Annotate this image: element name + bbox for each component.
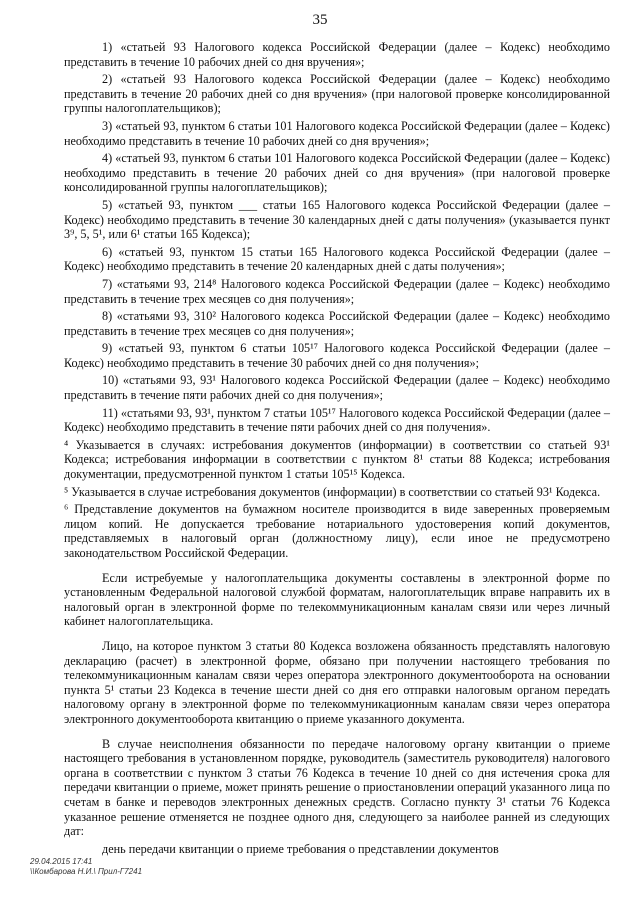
- document-footer: [30, 857, 142, 877]
- list-item: 11) «статьями 93, 93¹, пунктом 7 статьи 105¹⁷ Налогового кодекса Российской Федерации (далее – Кодекс) необходимо представить в течение пяти рабочих дней со дня получения».: [64, 405, 610, 435]
- list-item: 2) «статьей 93 Налогового кодекса Российской Федерации (далее – Кодекс) необходимо представить в течение 20 рабочих дней со дня вручения» (при налоговой проверке консолидированной группы налогоплательщиков);: [64, 72, 610, 116]
- document-body: [64, 40, 610, 859]
- list-item: 1) «статьей 93 Налогового кодекса Российской Федерации (далее – Кодекс) необходимо представить в течение 10 рабочих дней со дня вручения»;: [64, 40, 610, 69]
- list-item: 10) «статьями 93, 93¹ Налогового кодекса Российской Федерации (далее – Кодекс) необходимо представить в течение пяти рабочих дней со дня получения»;: [64, 373, 610, 403]
- list-item: 9) «статьей 93, пунктом 6 статьи 105¹⁷ Налогового кодекса Российской Федерации (далее – Кодекс) необходимо представить в течение 30 рабочих дней со дня получения»;: [64, 341, 610, 370]
- page-number: 35: [312, 12, 328, 28]
- paragraph-electronic-documents: Если истребуемые у налогоплательщика документы составлены в электронной форме по установленным Федеральной налоговой службой форматам, налогоплательщик вправе направить их в налоговый орган в электронной форме по телекоммуникационным каналам связи или через личный кабинет налогоплательщика.: [64, 570, 610, 629]
- paragraph-receipt-obligation: Лицо, на которое пунктом 3 статьи 80 Кодекса возложена обязанность представлять налоговую декларацию (расчет) в электронной форме, обязано при получении настоящего требования по телекоммуникационным каналам связи через оператора электронного документооборота на основании пункта 5¹ статьи 23 Кодекса в течение шести дней со дня его отправки налоговым органом передать налоговому органу в электронной форме по телекоммуникационным каналам связи через оператора электронного документооборота квитанцию о приеме указанного документа.: [64, 638, 610, 726]
- list-item: 8) «статьями 93, 310² Налогового кодекса Российской Федерации (далее – Кодекс) необходимо представить в течение трех месяцев со дня получения»;: [64, 309, 610, 338]
- paragraph-continued: день передачи квитанции о приеме требования о представлении документов: [102, 841, 499, 856]
- footnote-5: ⁵ Указывается в случае истребования документов (информации) в соответствии со статьей 93¹ Кодекса.: [64, 484, 601, 499]
- footnote-4: ⁴ Указывается в случаях: истребования документов (информации) в соответствии со статьей 93¹ Кодекса; истребования информации в соответствии с пунктом 8¹ статьи 88 Кодекса; истребования документации, предусмотренной пунктом 1 статьи 105¹⁵ Кодекса.: [64, 437, 610, 482]
- footer-timestamp: 29.04.2015 17:41: [30, 857, 93, 866]
- list-item: 5) «статьей 93, пунктом ___ статьи 165 Налогового кодекса Российской Федерации (далее – Кодекс) необходимо представить в течение 30 календарных дней с даты получения» (указывается пункт 3⁹, 5, 5¹, или 6¹ статьи 165 Кодекса);: [64, 197, 610, 242]
- list-item: 6) «статьей 93, пунктом 15 статьи 165 Налогового кодекса Российской Федерации (далее – Кодекс) необходимо представить в течение 20 календарных дней с даты получения»;: [64, 244, 610, 274]
- paragraph-non-fulfillment: В случае неисполнения обязанности по передаче налоговому органу квитанции о приеме настоящего требования в установленном порядке, руководитель (заместитель руководителя) налогового органа в соответствии с пунктом 3 статьи 76 Кодекса в течение 10 дней со дня истечения срока для передачи квитанции о приеме, может принять решение о приостановлении операций указанного лица по счетам в банке и переводов электронных денежных средств. Согласно пункту 3¹ статьи 76 Кодекса указанное решение отменяется не позднее одного дня, следующего за наиболее ранней из следующих дат:: [64, 736, 610, 839]
- list-item: 4) «статьей 93, пунктом 6 статьи 101 Налогового кодекса Российской Федерации (далее – Кодекс) необходимо представить в течение 20 рабочих дней со дня вручения» (при налоговой проверке консолидированной группы налогоплательщиков);: [64, 151, 610, 195]
- footer-filepath: \\Комбарова Н.И.\ Прил-Г7241: [30, 867, 143, 876]
- list-item: 7) «статьями 93, 214⁸ Налогового кодекса Российской Федерации (далее – Кодекс) необходимо представить в течение трех месяцев со дня получения»;: [64, 276, 610, 306]
- footnote-6: ⁶ Представление документов на бумажном носителе производится в виде заверенных проверяемым лицом копий. Не допускается требование нотариального удостоверения копий документов, представляемых в налоговый орган (должностному лицу), если иное не предусмотрено законодательством Российской Федерации.: [64, 502, 610, 560]
- list-item: 3) «статьей 93, пунктом 6 статьи 101 Налогового кодекса Российской Федерации (далее – Кодекс) необходимо представить в течение 10 рабочих дней со дня вручения»;: [64, 118, 610, 148]
